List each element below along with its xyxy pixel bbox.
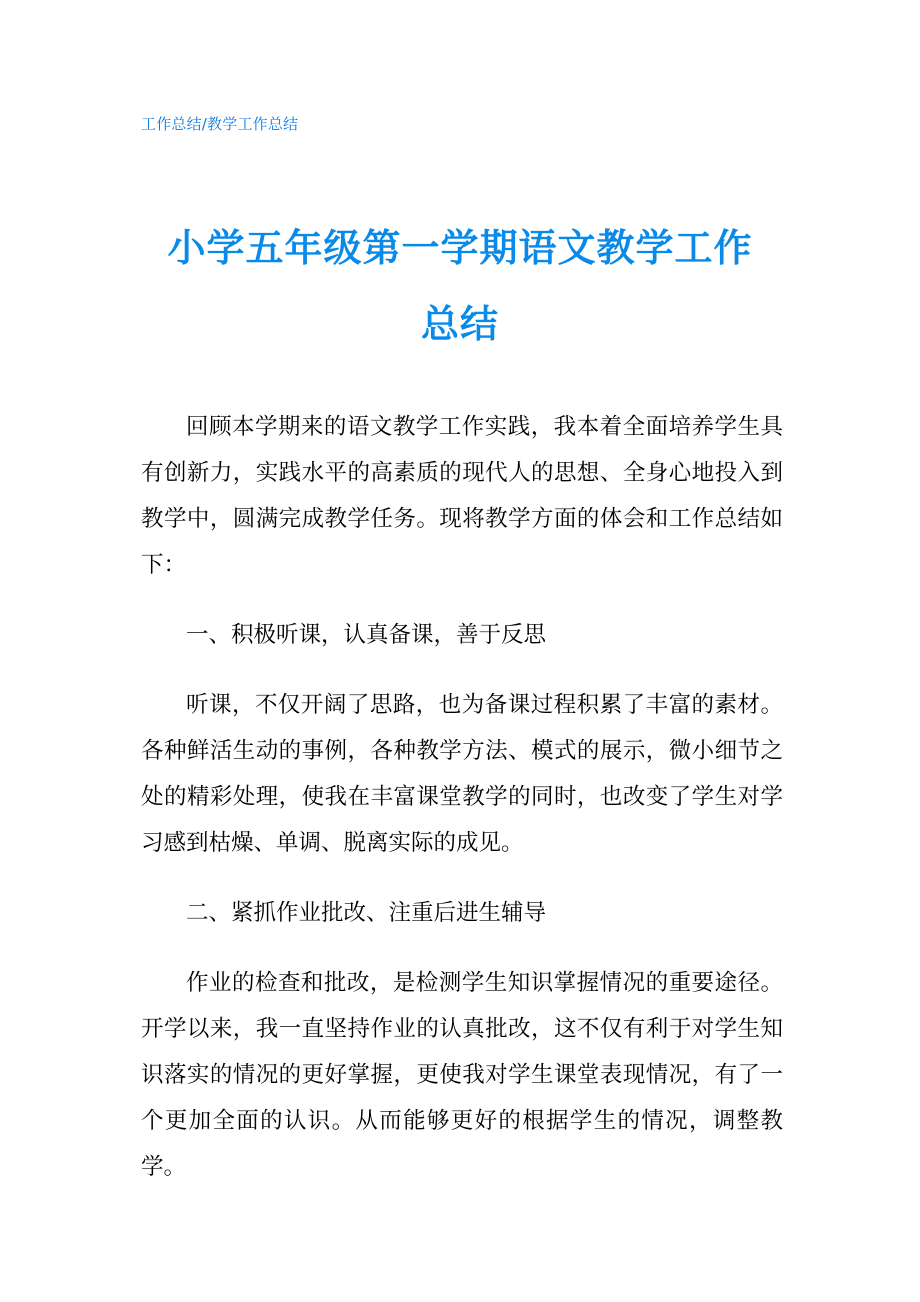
document-body <box>141 404 783 1214</box>
intro-paragraph: 回顾本学期来的语文教学工作实践，我本着全面培养学生具有创新力，实践水平的高素质的现代人的思想、全身心地投入到教学中，圆满完成教学任务。现将教学方面的体会和工作总结如下： <box>141 414 783 578</box>
section-1-paragraph: 听课，不仅开阔了思路，也为备课过程积累了丰富的素材。各种鲜活生动的事例，各种教学方法、模式的展示，微小细节之处的精彩处理，使我在丰富课堂教学的同时，也改变了学生对学习感到枯燥、单调、脱离实际的成见。 <box>141 692 783 856</box>
title-line-1: 小学五年级第一学期语文教学工作 <box>167 226 753 270</box>
page-title <box>141 210 779 362</box>
section-1-heading: 一、积极听课，认真备课，善于反思 <box>186 622 547 648</box>
breadcrumb[interactable]: 工作总结/教学工作总结 <box>141 115 299 133</box>
section-2-paragraph: 作业的检查和批改，是检测学生知识掌握情况的重要途径。开学以来，我一直坚持作业的认真批改，这不仅有利于对学生知识落实的情况的更好掌握，更使我对学生课堂表现情况，有了一个更加全面的认识。从而能够更好的根据学生的情况，调整教学。 <box>141 970 783 1180</box>
section-2-heading: 二、紧抓作业批改、注重后进生辅导 <box>186 900 547 926</box>
title-line-2: 总结 <box>420 302 499 346</box>
